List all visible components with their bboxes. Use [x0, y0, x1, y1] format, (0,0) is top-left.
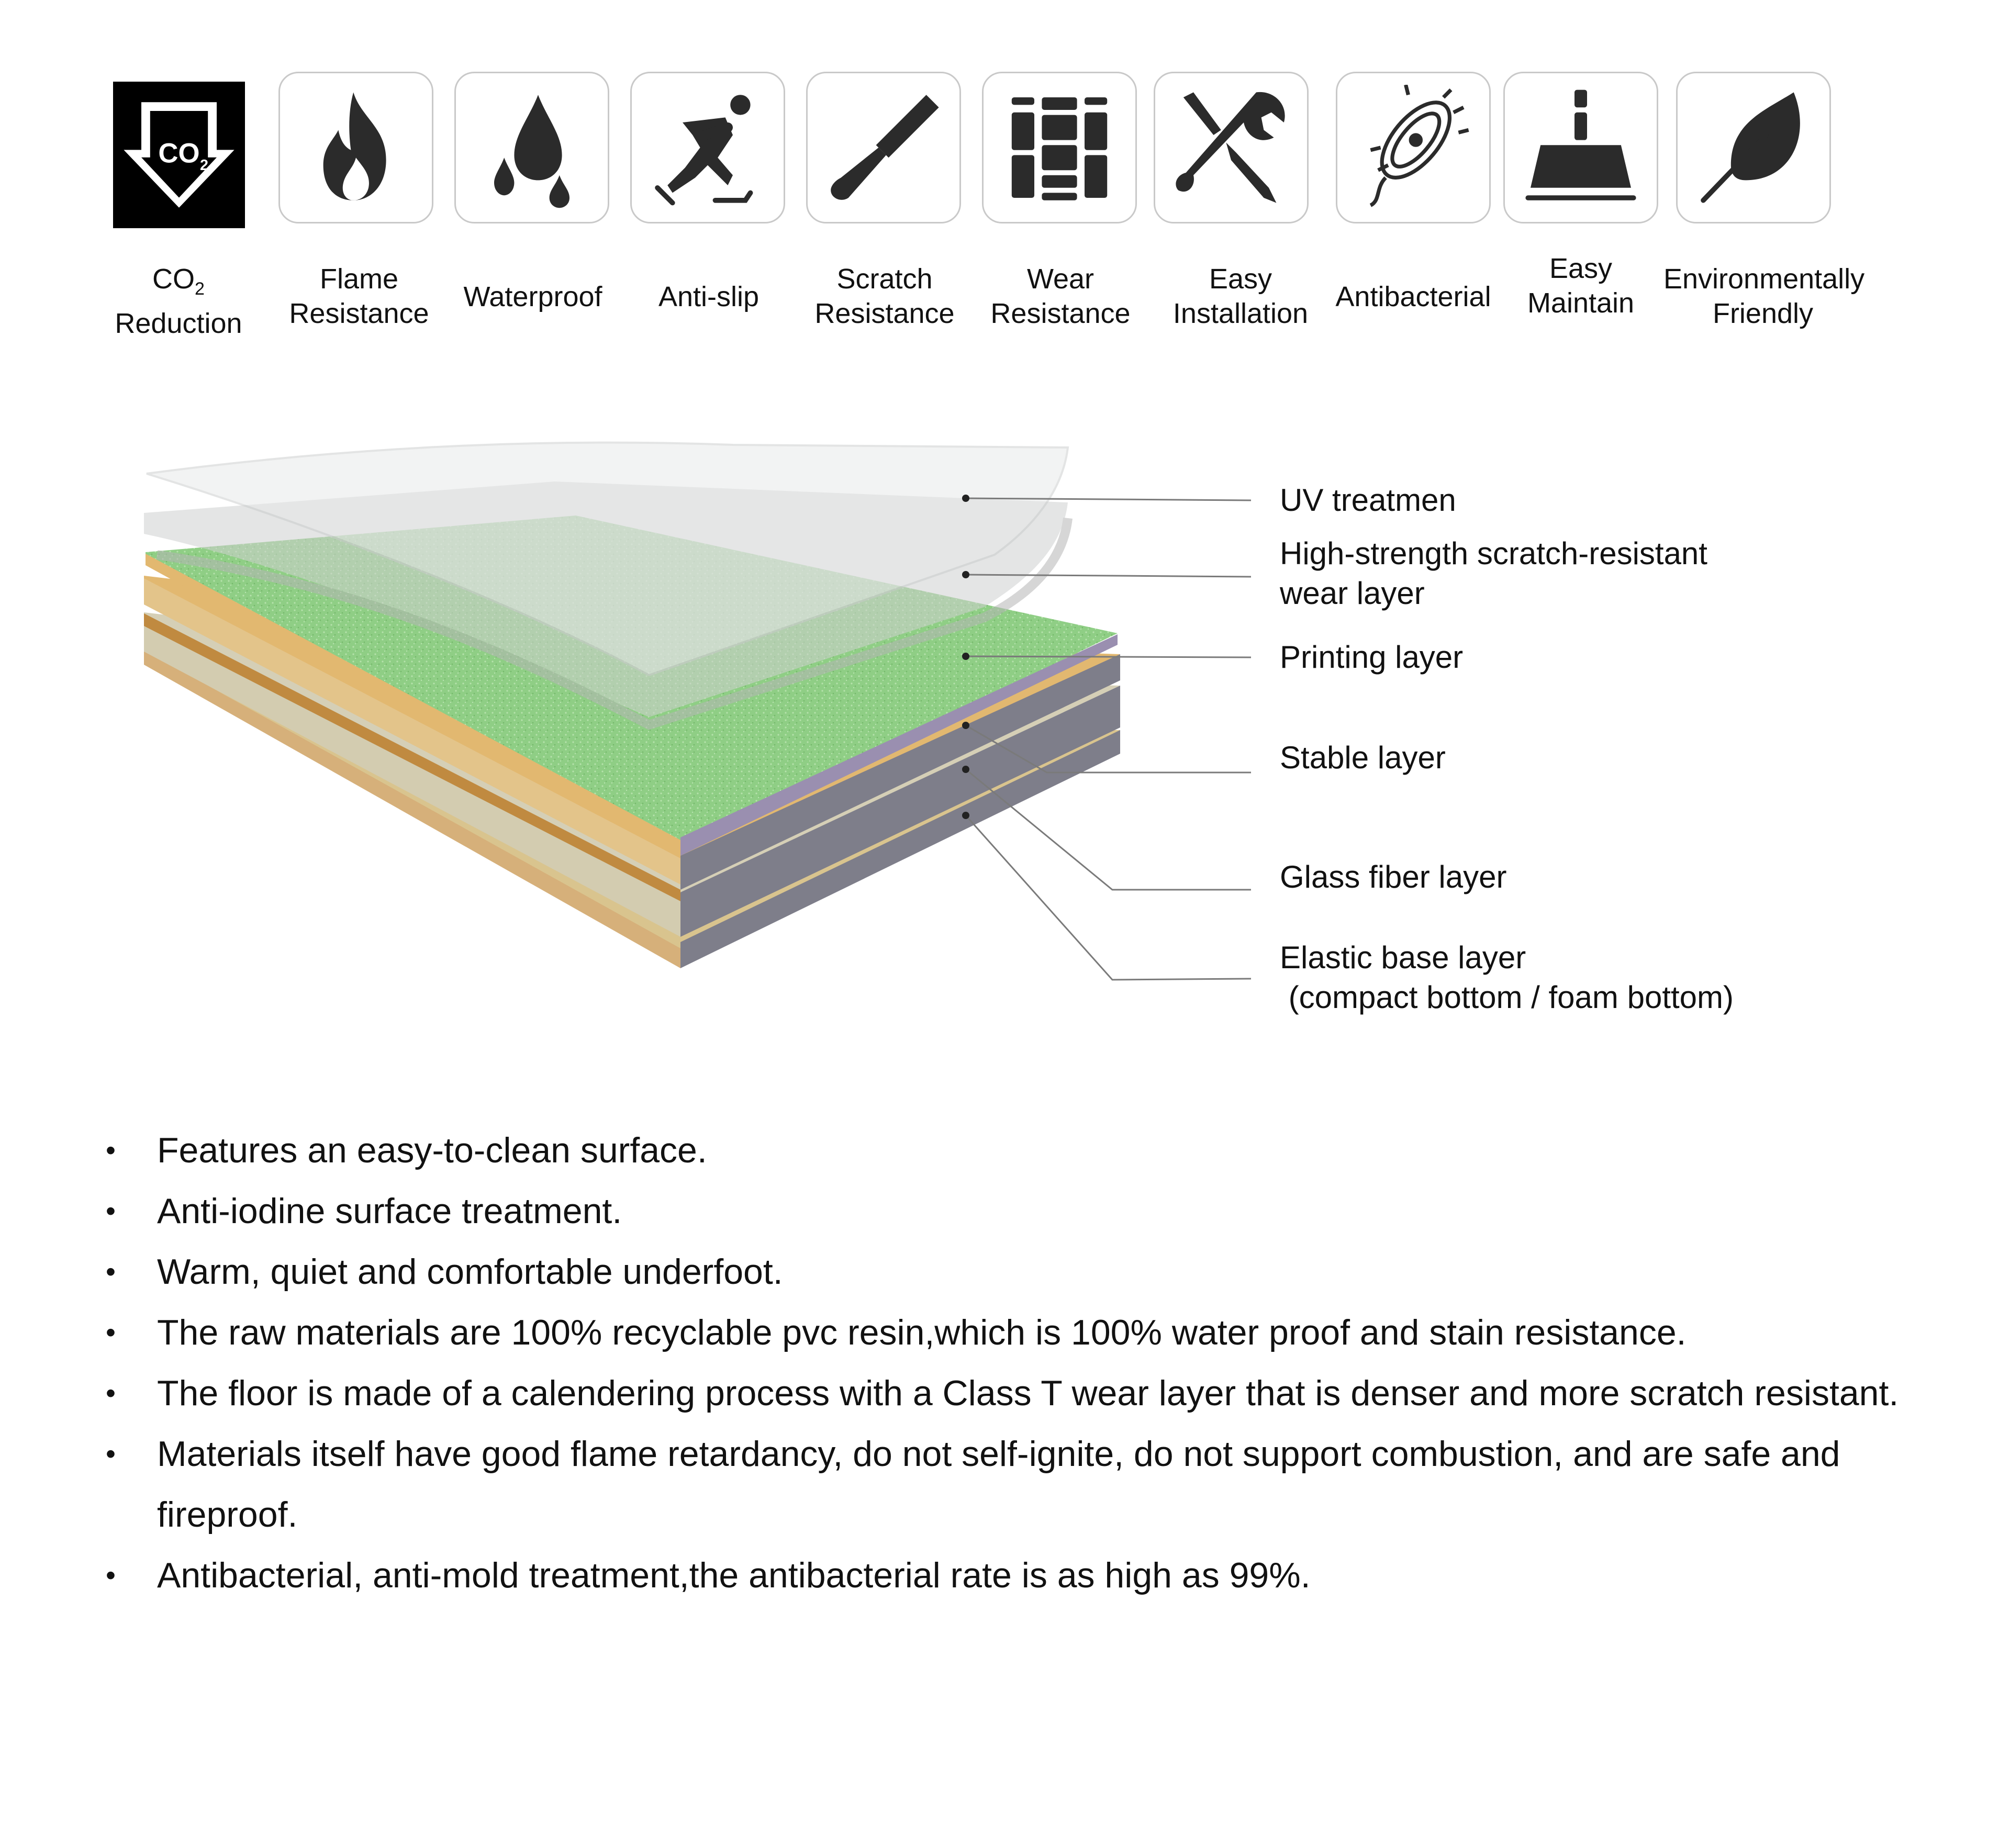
elastic-base-layer-label: Elastic base layer (compact bottom / foam bottom): [1280, 940, 1734, 1015]
stable-layer-label: Stable layer: [1280, 740, 1446, 775]
flame-icon: [293, 85, 419, 210]
bullet-item: • Materials itself have good flame retardancy, do not self-ignite, do not support combustion, and are safe and fireproof.: [105, 1424, 1979, 1545]
wear-resistance-label: Wear Resistance: [990, 263, 1131, 329]
wear-resistance-icon-tile: [982, 72, 1137, 223]
printing-layer-label: Printing layer: [1280, 640, 1464, 675]
antibacterial-label: Antibacterial: [1335, 281, 1491, 312]
bullet-item: • Warm, quiet and comfortable underfoot.: [105, 1241, 1979, 1302]
easy-maintain-icon-tile: [1503, 72, 1658, 223]
scratch-resistance-label: Scratch Resistance: [814, 263, 955, 329]
bullet-item: • The raw materials are 100% recyclable pvc resin,which is 100% water proof and stain resistance.: [105, 1302, 1979, 1363]
anti-slip-label: Anti-slip: [658, 281, 760, 312]
wear-layer-label: High-strength scratch-resistant wear layer: [1280, 536, 1707, 611]
feature-bullet-list: [105, 1120, 1979, 1606]
flame-resistance-icon-tile: [278, 72, 433, 223]
bacteria-icon: [1350, 85, 1476, 210]
floor-layer-diagram: [0, 408, 2010, 1068]
leaf-icon: [1691, 85, 1816, 210]
scratch-resistance-icon-tile: [806, 72, 961, 223]
environmentally-friendly-label: Environmentally Friendly: [1663, 263, 1865, 329]
bullet-item: • Features an easy-to-clean surface.: [105, 1120, 1979, 1181]
knife-icon: [821, 85, 946, 210]
water-drops-icon: [469, 85, 595, 210]
anti-slip-icon-tile: [630, 72, 785, 223]
blocks-icon: [997, 85, 1122, 210]
feature-icon-row: [0, 0, 2010, 366]
wrench-screwdriver-icon: [1168, 85, 1294, 210]
uv-treatment-label: UV treatmen: [1280, 483, 1456, 518]
squeegee-icon: [1518, 85, 1644, 210]
bullet-item: • The floor is made of a calendering process with a Class T wear layer that is denser and more scratch resistant.: [105, 1363, 1979, 1424]
svg-text:2: 2: [199, 156, 209, 174]
easy-installation-icon-tile: [1154, 72, 1309, 223]
skater-icon: [645, 85, 770, 210]
glass-fiber-layer-label: Glass fiber layer: [1280, 859, 1507, 894]
flame-resistance-label: Flame Resistance: [289, 263, 429, 329]
co2-reduction-label: $CO_2$ Reduction: [115, 263, 242, 339]
antibacterial-icon-tile: [1336, 72, 1491, 223]
easy-installation-label: Easy Installation: [1172, 263, 1309, 329]
waterproof-label: Waterproof: [463, 281, 602, 312]
bullet-item: • Anti-iodine surface treatment.: [105, 1181, 1979, 1241]
co2-down-arrow-icon: [116, 92, 242, 218]
co2-reduction-icon-tile: [113, 82, 245, 228]
svg-text:CO: CO: [158, 138, 200, 169]
environmentally-friendly-icon-tile: [1676, 72, 1831, 223]
waterproof-icon-tile: [454, 72, 609, 223]
easy-maintain-label: Easy Maintain: [1527, 253, 1635, 319]
bullet-item: • Antibacterial, anti-mold treatment,the antibacterial rate is as high as 99%.: [105, 1545, 1979, 1606]
